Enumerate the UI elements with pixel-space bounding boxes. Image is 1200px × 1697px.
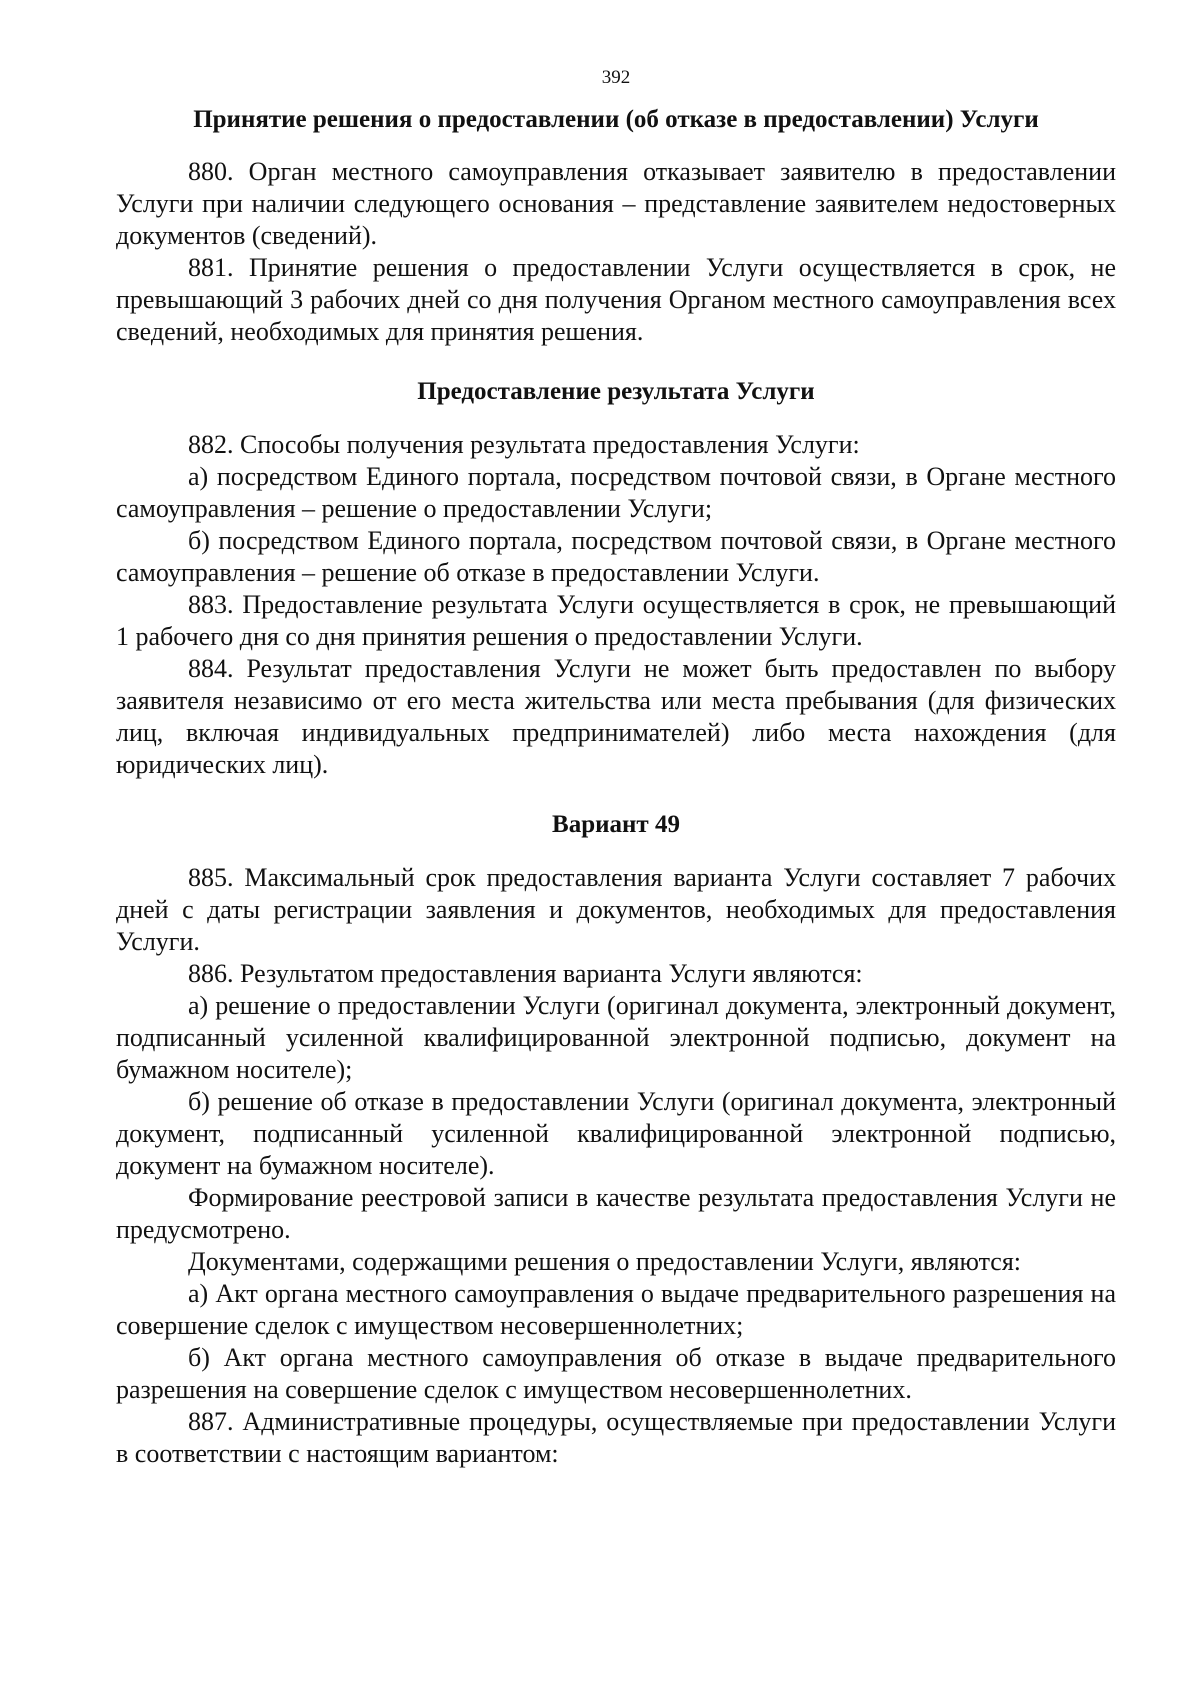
paragraph-documents-b: б) Акт органа местного самоуправления об отказе в выдаче предварительного разрешения на совершение сделок с имуществом несовершеннолетних. [116, 1343, 1116, 1404]
paragraph-documents-a: а) Акт органа местного самоуправления о выдаче предварительного разрешения на совершение сделок с имуществом несовершеннолетних; [116, 1279, 1116, 1340]
paragraph-882-b: б) посредством Единого портала, посредством почтовой связи, в Органе местного самоуправления – решение об отказе в предоставлении Услуги. [116, 526, 1116, 587]
paragraph-885: 885. Максимальный срок предоставления варианта Услуги составляет 7 рабочих дней с даты регистрации заявления и документов, необходимых для предоставления Услуги. [116, 863, 1116, 956]
paragraph-884: 884. Результат предоставления Услуги не может быть предоставлен по выбору заявителя независимо от его места жительства или места пребывания (для физических лиц, включая индивидуальных предпринимателей) либо места нахождения (для юридических лиц). [116, 654, 1116, 779]
paragraph-886-a: а) решение о предоставлении Услуги (оригинал документа, электронный документ, подписанный усиленной квалифицированной электронной подписью, документ на бумажном носителе); [116, 991, 1116, 1084]
paragraph-881: 881. Принятие решения о предоставлении Услуги осуществляется в срок, не превышающий 3 рабочих дней со дня получения Органом местного самоуправления всех сведений, необходимых для принятия решения. [116, 253, 1116, 346]
section-heading-decision: Принятие решения о предоставлении (об отказе в предоставлении) Услуги [193, 106, 1039, 133]
paragraph-886: 886. Результатом предоставления варианта Услуги являются: [188, 959, 863, 988]
paragraph-886-b: б) решение об отказе в предоставлении Услуги (оригинал документа, электронный документ, подписанный усиленной квалифицированной электронной подписью, документ на бумажном носителе). [116, 1087, 1116, 1180]
paragraph-883: 883. Предоставление результата Услуги осуществляется в срок, не превышающий 1 рабочего дня со дня принятия решения о предоставлении Услуги. [116, 590, 1116, 651]
page-number: 392 [601, 67, 631, 88]
section-heading-result: Предоставление результата Услуги [417, 378, 815, 405]
paragraph-registry-record: Формирование реестровой записи в качестве результата предоставления Услуги не предусмотрено. [116, 1183, 1116, 1244]
section-heading-variant-49: Вариант 49 [552, 811, 680, 838]
paragraph-882: 882. Способы получения результата предоставления Услуги: [188, 430, 860, 459]
paragraph-887: 887. Административные процедуры, осуществляемые при предоставлении Услуги в соответствии с настоящим вариантом: [116, 1407, 1116, 1468]
paragraph-decision-documents: Документами, содержащими решения о предоставлении Услуги, являются: [188, 1247, 1022, 1276]
paragraph-882-a: а) посредством Единого портала, посредством почтовой связи, в Органе местного самоуправления – решение о предоставлении Услуги; [116, 462, 1116, 523]
paragraph-880: 880. Орган местного самоуправления отказывает заявителю в предоставлении Услуги при наличии следующего основания – представление заявителем недостоверных документов (сведений). [116, 157, 1116, 250]
